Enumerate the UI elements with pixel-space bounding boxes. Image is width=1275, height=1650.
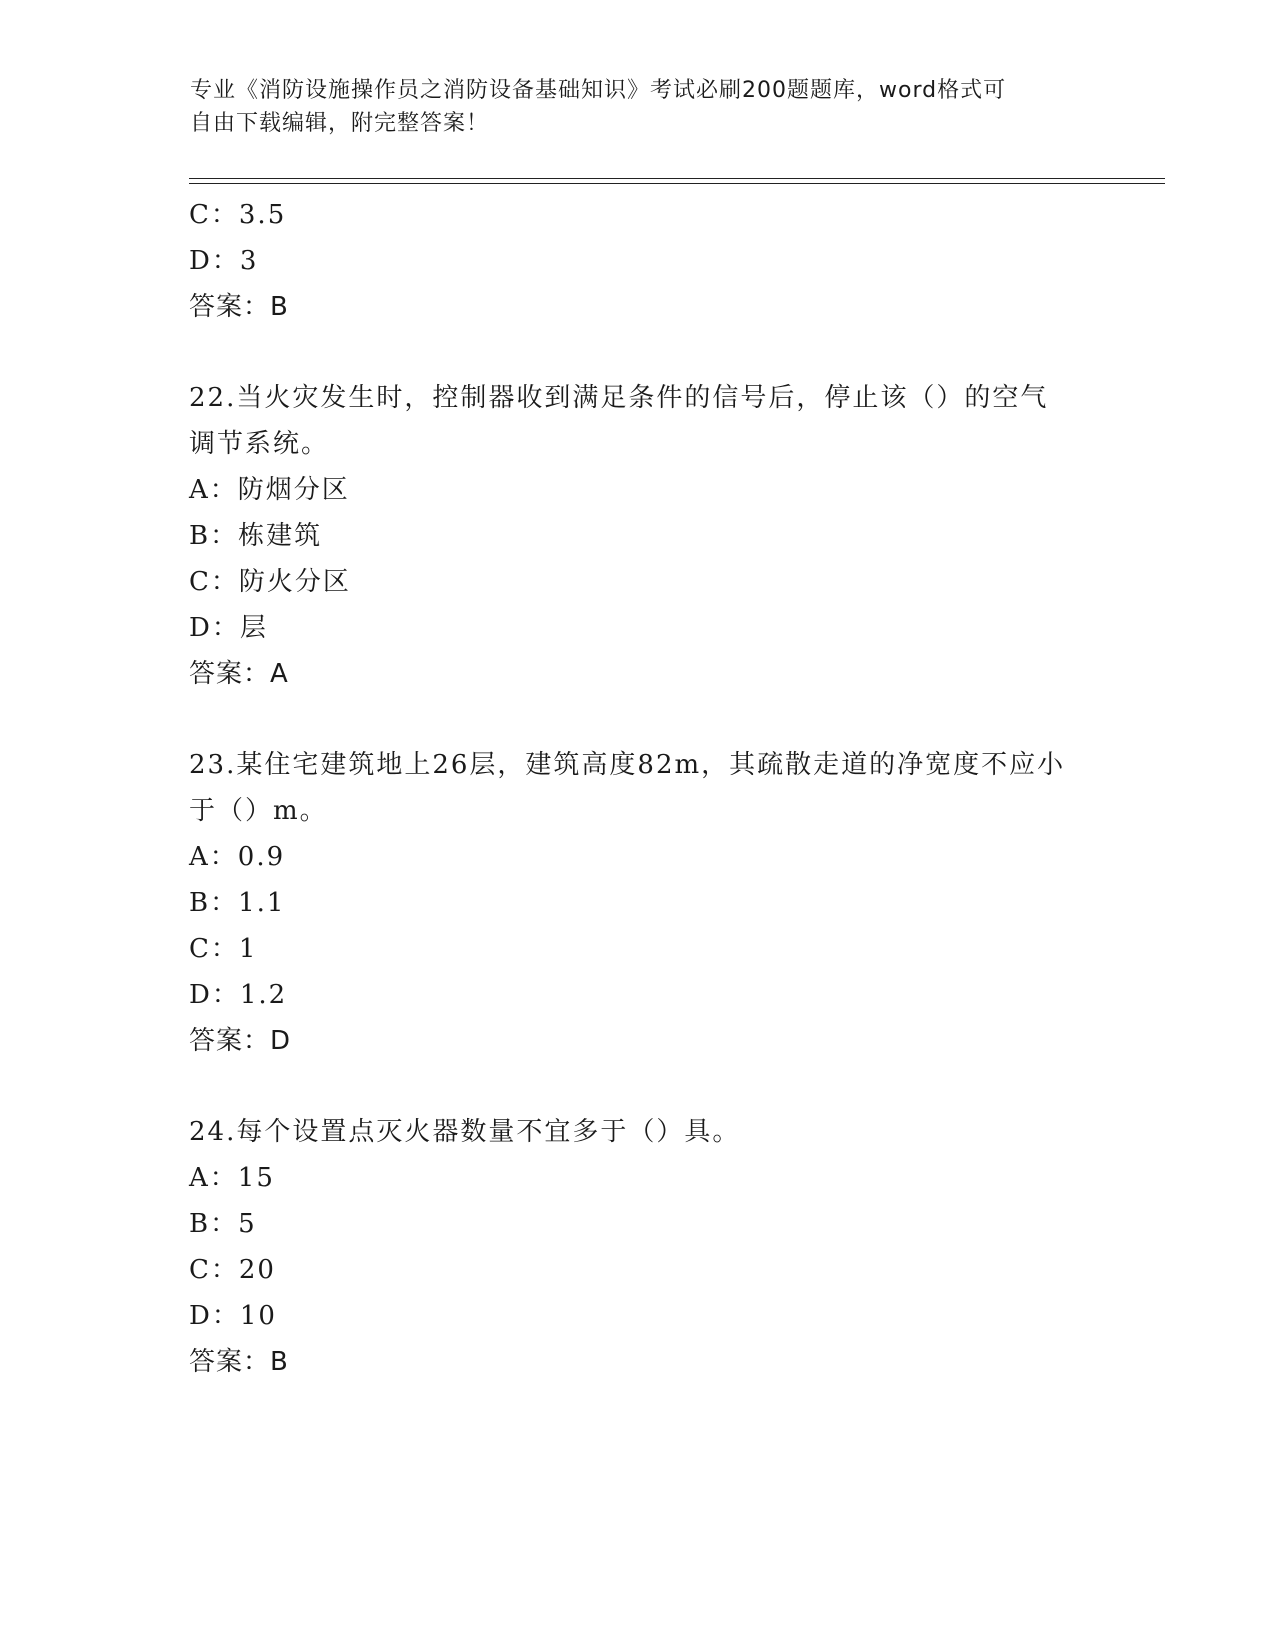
option-d: D：10 bbox=[189, 1301, 277, 1331]
option-a: A：0.9 bbox=[189, 842, 286, 872]
question-stem bbox=[189, 742, 1089, 834]
option-c: C：20 bbox=[189, 1255, 276, 1285]
page-header bbox=[190, 74, 1090, 140]
question-stem-line: 24.每个设置点灭火器数量不宜多于（）具。 bbox=[189, 1117, 741, 1147]
question-stem-line: 22.当火灾发生时，控制器收到满足条件的信号后，停止该（）的空气 bbox=[189, 383, 1049, 413]
option-b: B：5 bbox=[189, 1209, 257, 1239]
option-c: C：1 bbox=[189, 934, 258, 964]
option-b: B：栋建筑 bbox=[189, 521, 323, 551]
answer-line: 答案：B bbox=[189, 292, 289, 322]
option-a: A：防烟分区 bbox=[189, 475, 350, 505]
option-c: C：3.5 bbox=[189, 200, 287, 230]
answer-line: 答案：A bbox=[189, 659, 289, 689]
question-stem bbox=[189, 1109, 1089, 1155]
header-title-line-1: 专业《消防设施操作员之消防设备基础知识》考试必刷200题题库，word格式可 bbox=[190, 78, 1007, 103]
spacer bbox=[189, 697, 1089, 742]
question-block-22 bbox=[189, 375, 1089, 697]
question-block-23 bbox=[189, 742, 1089, 1064]
spacer bbox=[189, 330, 1089, 375]
question-block-24 bbox=[189, 1109, 1089, 1385]
option-b: B：1.1 bbox=[189, 888, 286, 918]
question-stem-line: 于（）m。 bbox=[189, 796, 328, 826]
option-d: D：层 bbox=[189, 613, 268, 643]
header-divider-top bbox=[189, 178, 1165, 179]
answer-line: 答案：D bbox=[189, 1026, 292, 1056]
question-stem bbox=[189, 375, 1089, 467]
question-stem-line: 23.某住宅建筑地上26层，建筑高度82m，其疏散走道的净宽度不应小 bbox=[189, 750, 1066, 780]
question-list bbox=[189, 192, 1089, 1385]
spacer bbox=[189, 1064, 1089, 1109]
option-a: A：15 bbox=[189, 1163, 275, 1193]
option-c: C：防火分区 bbox=[189, 567, 351, 597]
header-title-line-2: 自由下载编辑，附完整答案！ bbox=[190, 111, 490, 136]
question-stem-line: 调节系统。 bbox=[189, 429, 330, 459]
option-d: D：3 bbox=[189, 246, 259, 276]
question-block-21 bbox=[189, 192, 1089, 330]
header-divider-bottom bbox=[189, 183, 1165, 184]
option-d: D：1.2 bbox=[189, 980, 288, 1010]
answer-line: 答案：B bbox=[189, 1347, 289, 1377]
